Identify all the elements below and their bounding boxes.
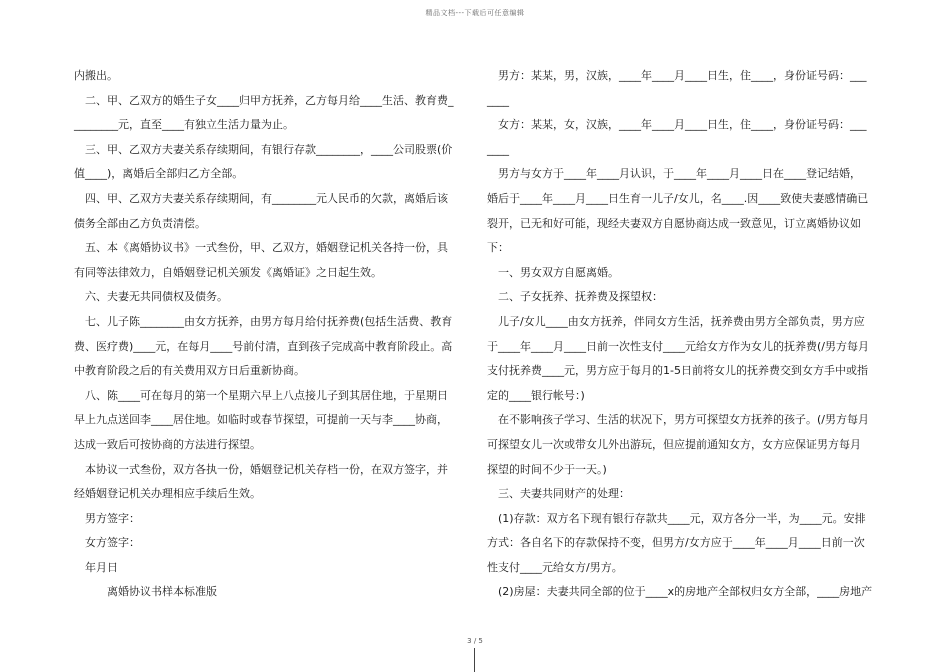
text-line: 可探望女儿一次或带女儿外出游玩，但应提前通知女方，女方应保证男方每月 — [487, 437, 861, 451]
text-line: 三、甲、乙双方夫妻关系存续期间，有银行存款________，____公司股票(价 — [74, 142, 453, 156]
text-line: 男方签字： — [74, 511, 140, 525]
text-line: 一、男女双方自愿离婚。 — [487, 265, 619, 279]
text-line: 有同等法律效力，自婚姻登记机关颁发《离婚证》之日起生效。 — [74, 265, 382, 279]
text-line: 五、本《离婚协议书》一式叁份，甲、乙双方，婚姻登记机关各持一份，具 — [74, 241, 448, 255]
text-line: 八、陈____可在每月的第一个星期六早上八点接儿子到其居住地，于星期日 — [74, 388, 448, 402]
text-line: 二、甲、乙双方的婚生子女____归甲方抚养，乙方每月给____生活、教育费_ — [74, 93, 454, 107]
text-line: 方式：各自名下的存款保持不变，但男方/女方应于____年____月____日前一次 — [487, 536, 865, 550]
page-divider — [474, 648, 475, 672]
text-line: 男方与女方于____年____月认识，于____年____月____日在____登记结婚， — [487, 167, 861, 181]
text-line: 年月日 — [74, 560, 118, 574]
text-line: 达成一致后可按协商的方法进行探望。 — [74, 437, 261, 451]
right-column — [487, 64, 887, 605]
text-line: 三、夫妻共同财产的处理： — [487, 487, 630, 501]
text-line: 裂开，已无和好可能，现经夫妻双方自愿协商达成一致意见，订立离婚协议如 — [487, 216, 861, 230]
text-line: 性支付____元给女方/男方。 — [487, 560, 623, 574]
text-line: 本协议一式叁份，双方各执一份，婚姻登记机关存档一份，在双方签字，并 — [74, 462, 448, 476]
text-line: 六、夫妻无共同债权及债务。 — [74, 290, 228, 304]
text-line: 女方签字： — [74, 536, 140, 550]
text-line: 费、医疗费)____元，在每月____号前付清，直到孩子完成高中教育阶段止。高 — [74, 339, 453, 353]
text-line: 值____)，离婚后全部归乙方全部。 — [74, 167, 244, 181]
text-line: 在不影响孩子学习、生活的状况下，男方可探望女方抚养的孩子。(/男方每月 — [487, 413, 869, 427]
text-line: 支付抚养费____元，男方应于每月的1-5日前将女儿的抚养费交到女方手中或指 — [487, 364, 868, 378]
text-line: 定的____银行帐号：) — [487, 388, 585, 402]
text-line: 离婚协议书样本标准版 — [74, 585, 217, 599]
text-line: 四、甲、乙双方夫妻关系存续期间，有________元人民币的欠款，离婚后该 — [74, 191, 448, 205]
text-line: 女方：某某，女，汉族，____年____月____日生，住____，身份证号码：___ — [487, 118, 867, 132]
text-line: (2)房屋：夫妻共同全部的位于____x的房地产全部权归女方全部，____房地产 — [487, 585, 873, 599]
text-line: 七、儿子陈________由女方抚养，由男方每月给付抚养费(包括生活费、教育 — [74, 314, 453, 328]
text-line: 下： — [487, 241, 509, 255]
text-line: 儿子/女儿____由女方抚养，伴同女方生活，抚养费由男方全部负责，男方应 — [487, 314, 865, 328]
text-line: 于____年____月____日前一次性支付____元给女方作为女儿的抚养费(/男方每月 — [487, 339, 869, 353]
page-number: 3 / 5 — [467, 637, 483, 645]
page-header: 精品文档---下载后可任意编辑 — [425, 9, 525, 17]
text-line: 探望的时间不少于一天。) — [487, 462, 607, 476]
text-line: ____ — [487, 93, 509, 107]
text-line: 二、子女抚养、抚养费及探望权： — [487, 290, 663, 304]
text-line: 婚后于____年____月____日生育一儿子/女儿，名____.因____致使夫妻感情确已 — [487, 191, 869, 205]
text-line: 早上九点送回李____居住地。如临时或春节探望，可提前一天与李____协商， — [74, 413, 448, 427]
text-line: (1)存款：双方名下现有银行存款共____元，双方各分一半，为____元。安排 — [487, 511, 866, 525]
text-line: 中教育阶段之后的有关费用双方日后重新协商。 — [74, 364, 305, 378]
text-line: 经婚姻登记机关办理相应手续后生效。 — [74, 487, 261, 501]
text-line: ____ — [487, 142, 509, 156]
left-column — [74, 64, 474, 605]
text-line: 男方：某某，男，汉族，____年____月____日生，住____，身份证号码：___ — [487, 69, 867, 82]
text-line: 内搬出。 — [74, 69, 118, 82]
text-line: ________元，直至____有独立生活力量为止。 — [74, 118, 294, 132]
text-line: 债务全部由乙方负责清偿。 — [74, 216, 206, 230]
